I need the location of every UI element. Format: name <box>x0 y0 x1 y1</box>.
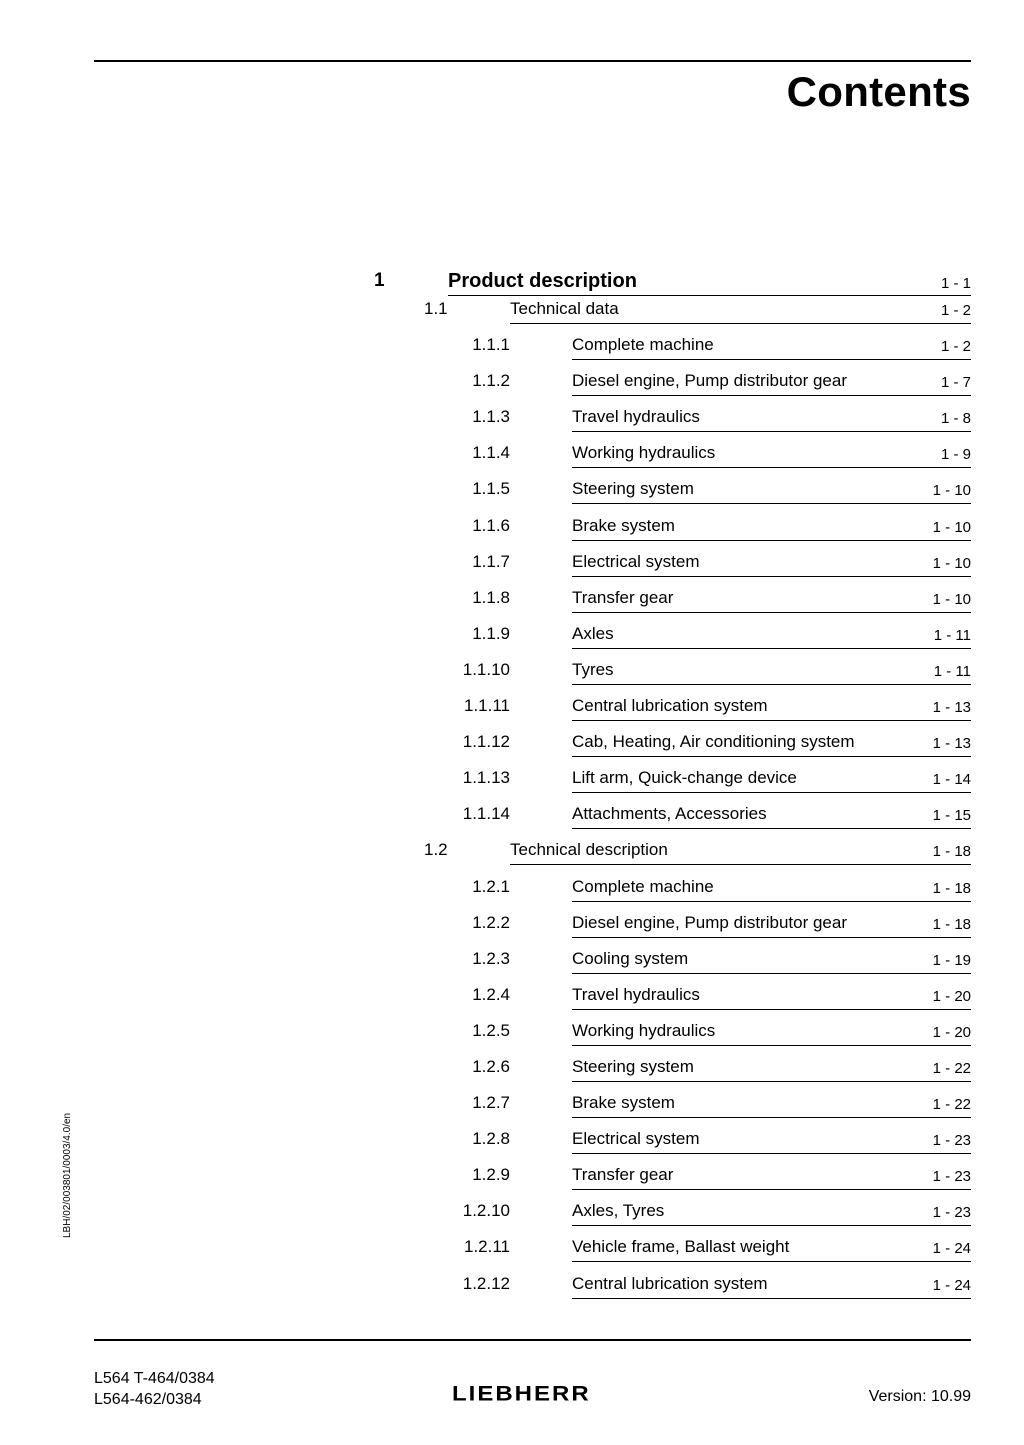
toc-entry-title: Lift arm, Quick-change device <box>572 768 797 788</box>
toc-section-number: 1.2.4 <box>472 984 510 1004</box>
toc-entry[interactable] <box>572 370 971 396</box>
toc-page-number: 1 - 10 <box>932 554 971 572</box>
toc-page-number: 1 - 8 <box>940 410 971 428</box>
toc-entry-title: Diesel engine, Pump distributor gear <box>572 371 847 391</box>
toc-row[interactable] <box>0 587 1024 623</box>
toc-row[interactable] <box>0 948 1024 984</box>
toc-entry-title: Diesel engine, Pump distributor gear <box>572 912 847 932</box>
toc-section-number: 1.1.10 <box>462 659 510 679</box>
document-code: LBH/02/003801/0003/4.0/en <box>62 1112 73 1238</box>
toc-entry-title: Technical data <box>510 299 619 318</box>
toc-section-number: 1.2.6 <box>472 1056 510 1076</box>
toc-entry[interactable] <box>572 1128 971 1154</box>
toc-page-number: 1 - 2 <box>940 302 971 319</box>
toc-section-number: 1.1.11 <box>463 696 510 716</box>
toc-entry-title: Working hydraulics <box>572 443 716 463</box>
toc-entry-title: Attachments, Accessories <box>572 804 767 824</box>
toc-entry[interactable] <box>572 406 971 432</box>
toc-section-number: 1.1.2 <box>472 371 510 391</box>
liebherr-logo: LIEBHERR <box>452 1381 591 1406</box>
toc-entry[interactable] <box>572 876 971 902</box>
toc-section-number: 1.1.4 <box>472 443 510 463</box>
toc-row[interactable] <box>0 1164 1024 1200</box>
toc-entry[interactable] <box>572 695 971 721</box>
toc-row[interactable] <box>0 731 1024 767</box>
toc-entry[interactable] <box>572 515 971 541</box>
toc-page-number: 1 - 22 <box>932 1059 971 1077</box>
toc-row[interactable] <box>0 1236 1024 1272</box>
toc-entry-title: Complete machine <box>572 335 714 355</box>
toc-page-number: 1 - 23 <box>932 1168 971 1186</box>
model-line-2: L564-462/0384 <box>94 1391 202 1408</box>
toc-page-number: 1 - 2 <box>940 338 971 356</box>
toc-section-number: 1.1.13 <box>462 768 510 788</box>
toc-section-number: 1.2.9 <box>472 1165 510 1185</box>
toc-section-number: 1.2.3 <box>472 948 510 968</box>
toc-row[interactable] <box>0 1056 1024 1092</box>
toc-entry[interactable] <box>572 912 971 938</box>
toc-row[interactable] <box>0 551 1024 587</box>
toc-section-number: 1.2.5 <box>472 1020 510 1040</box>
toc-entry-title: Central lubrication system <box>572 696 768 716</box>
toc-entry[interactable] <box>572 1056 971 1082</box>
toc-entry-title: Travel hydraulics <box>572 407 700 427</box>
toc-row[interactable] <box>0 442 1024 478</box>
toc-entry-title: Central lubrication system <box>572 1273 768 1293</box>
toc-section-number: 1.1 <box>424 299 448 318</box>
toc-entry-title: Technical description <box>510 840 668 860</box>
toc-entry-title: Axles <box>572 623 614 643</box>
toc-page-number: 1 - 11 <box>933 626 971 644</box>
toc-section-number: 1.1.5 <box>472 479 510 499</box>
toc-page-number: 1 - 11 <box>933 662 971 680</box>
toc-page-number: 1 - 10 <box>932 482 971 500</box>
top-rule <box>94 60 971 62</box>
toc-entry-title: Product description <box>448 270 637 292</box>
toc-entry[interactable] <box>572 1092 971 1118</box>
toc-row[interactable] <box>0 839 1024 875</box>
toc-page-number: 1 - 23 <box>932 1132 971 1150</box>
toc-page-number: 1 - 24 <box>932 1276 971 1294</box>
toc-page-number: 1 - 24 <box>932 1240 971 1258</box>
toc-section-number: 1.2.1 <box>472 876 510 896</box>
toc-row[interactable] <box>0 478 1024 514</box>
toc-section-number: 1.2.12 <box>462 1273 510 1293</box>
toc-entry-title: Transfer gear <box>572 1165 674 1185</box>
toc-entry[interactable] <box>572 767 971 793</box>
toc-entry[interactable] <box>510 839 971 865</box>
bottom-rule <box>94 1339 971 1341</box>
toc-section-number: 1.2.11 <box>463 1237 510 1257</box>
toc-row[interactable] <box>0 659 1024 695</box>
toc-entry[interactable] <box>572 334 971 360</box>
toc-row[interactable] <box>0 767 1024 803</box>
toc-row[interactable] <box>0 262 1024 298</box>
toc-section-number: 1.1.7 <box>472 551 510 571</box>
toc-page-number: 1 - 13 <box>932 699 971 717</box>
toc-entry[interactable] <box>572 442 971 468</box>
toc-entry-title: Transfer gear <box>572 587 674 607</box>
toc-entry[interactable] <box>572 948 971 974</box>
toc-entry-title: Axles, Tyres <box>572 1201 665 1221</box>
toc-entry-title: Cab, Heating, Air conditioning system <box>572 732 855 752</box>
toc-section-number: 1.1.14 <box>462 804 510 824</box>
toc-section-number: 1.2.2 <box>472 912 510 932</box>
toc-entry-title: Cooling system <box>572 948 689 968</box>
toc-section-number: 1.1.12 <box>462 732 510 752</box>
toc-page-number: 1 - 20 <box>932 1023 971 1041</box>
toc-page-number: 1 - 19 <box>932 951 971 969</box>
toc-entry[interactable] <box>572 587 971 613</box>
toc-entry[interactable] <box>572 623 971 649</box>
toc-page-number: 1 - 1 <box>940 275 971 292</box>
toc-row[interactable] <box>0 1092 1024 1128</box>
toc-page-number: 1 - 9 <box>940 446 971 464</box>
toc-section-number: 1.2.7 <box>472 1093 510 1113</box>
toc-entry[interactable] <box>572 478 971 504</box>
toc-page-number: 1 - 7 <box>940 374 971 392</box>
toc-row[interactable] <box>0 1128 1024 1164</box>
toc-row[interactable] <box>0 912 1024 948</box>
toc-section-number: 1.1.9 <box>472 623 510 643</box>
model-line-1: L564 T-464/0384 <box>94 1370 215 1387</box>
toc-row[interactable] <box>0 406 1024 442</box>
toc-section-number: 1.1.6 <box>472 515 510 535</box>
toc-entry-title: Tyres <box>572 659 614 679</box>
footer-version: Version: 10.99 <box>868 1388 971 1405</box>
toc-row[interactable] <box>0 803 1024 839</box>
toc-row[interactable] <box>0 334 1024 370</box>
toc-entry-title: Brake system <box>572 1093 675 1113</box>
toc-entry-title: Steering system <box>572 479 694 499</box>
toc-entry[interactable] <box>572 731 971 757</box>
toc-row[interactable] <box>0 298 1024 334</box>
toc-entry[interactable] <box>572 1020 971 1046</box>
toc-entry-title: Steering system <box>572 1056 694 1076</box>
toc-row[interactable] <box>0 984 1024 1020</box>
toc-page-number: 1 - 14 <box>932 771 971 789</box>
toc-row[interactable] <box>0 695 1024 731</box>
toc-entry[interactable] <box>572 1200 971 1226</box>
toc-page-number: 1 - 20 <box>932 987 971 1005</box>
toc-section-number: 1.2 <box>424 840 448 860</box>
toc-entry-title: Electrical system <box>572 551 700 571</box>
toc-page-number: 1 - 22 <box>932 1096 971 1114</box>
toc-section-number: 1.1.1 <box>472 335 510 355</box>
toc-row[interactable] <box>0 370 1024 406</box>
toc-entry[interactable] <box>572 659 971 685</box>
table-of-contents <box>0 262 1024 1309</box>
toc-entry[interactable] <box>510 298 971 324</box>
toc-entry-title: Travel hydraulics <box>572 984 700 1004</box>
toc-entry-title: Complete machine <box>572 876 714 896</box>
page-title: Contents <box>786 68 971 115</box>
toc-entry[interactable] <box>572 551 971 577</box>
toc-row[interactable] <box>0 515 1024 551</box>
toc-page-number: 1 - 15 <box>932 807 971 825</box>
toc-row[interactable] <box>0 1273 1024 1309</box>
toc-section-number: 1.1.3 <box>472 407 510 427</box>
toc-entry-title: Electrical system <box>572 1129 700 1149</box>
toc-row[interactable] <box>0 876 1024 912</box>
toc-entry[interactable] <box>572 1273 971 1299</box>
toc-page-number: 1 - 18 <box>932 915 971 933</box>
toc-page-number: 1 - 10 <box>932 590 971 608</box>
toc-entry[interactable] <box>572 803 971 829</box>
toc-entry-title: Vehicle frame, Ballast weight <box>572 1237 790 1257</box>
toc-row[interactable] <box>0 1020 1024 1056</box>
toc-page-number: 1 - 10 <box>932 518 971 536</box>
toc-row[interactable] <box>0 623 1024 659</box>
toc-page-number: 1 - 13 <box>932 735 971 753</box>
toc-entry[interactable] <box>572 984 971 1010</box>
toc-entry[interactable] <box>572 1164 971 1190</box>
footer-model-info <box>94 1368 215 1410</box>
toc-page-number: 1 - 23 <box>932 1204 971 1222</box>
toc-entry-title: Brake system <box>572 515 675 535</box>
toc-section-number: 1.2.10 <box>462 1201 510 1221</box>
toc-row[interactable] <box>0 1200 1024 1236</box>
toc-section-number: 1 <box>374 270 385 291</box>
toc-entry[interactable] <box>572 1236 971 1262</box>
toc-section-number: 1.2.8 <box>472 1129 510 1149</box>
toc-entry-title: Working hydraulics <box>572 1020 716 1040</box>
toc-page-number: 1 - 18 <box>932 879 971 897</box>
toc-section-number: 1.1.8 <box>472 587 510 607</box>
toc-entry[interactable] <box>448 262 971 296</box>
toc-page-number: 1 - 18 <box>932 843 971 861</box>
